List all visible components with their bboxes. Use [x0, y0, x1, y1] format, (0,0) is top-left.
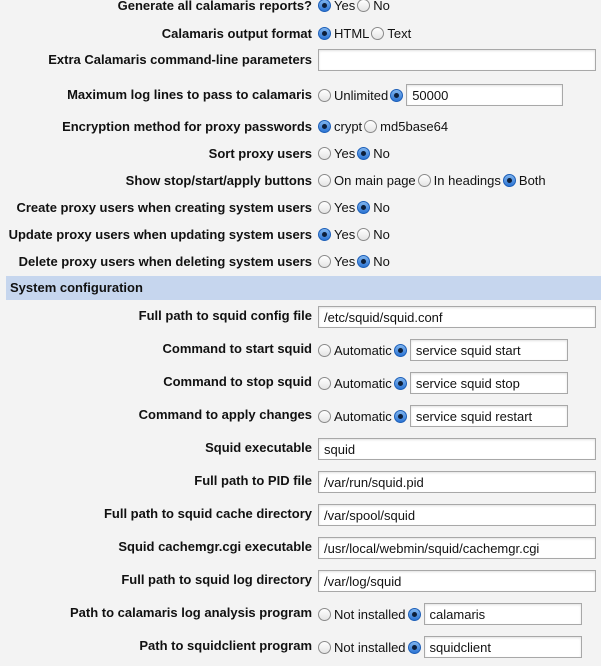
row-max-log-lines [0, 83, 601, 109]
apply-command-input[interactable] [410, 405, 568, 427]
radio-md5base64[interactable] [364, 120, 377, 133]
radio-custom[interactable] [394, 344, 407, 357]
row-cache-directory [0, 503, 601, 529]
field-label: Path to squidclient program [139, 638, 312, 653]
radio-text[interactable] [371, 27, 384, 40]
row-cachemgr-executable [0, 536, 601, 562]
radio-custom[interactable] [408, 608, 421, 621]
row-stop-command [0, 371, 601, 397]
radio-label-automatic: Automatic [334, 408, 392, 424]
radio-yes[interactable] [318, 255, 331, 268]
radio-label-yes: Yes [334, 200, 356, 215]
radio-label-yes: Yes [334, 146, 356, 161]
row-extra-params [0, 48, 601, 74]
field-label: Calamaris output format [161, 26, 312, 41]
radio-label-text: Text [387, 26, 412, 41]
field-label: Create proxy users when creating system users [16, 200, 312, 215]
radio-custom[interactable] [394, 410, 407, 423]
log-directory-input[interactable] [318, 570, 596, 592]
radio-yes[interactable] [318, 228, 331, 241]
row-squid-config-file [0, 305, 601, 331]
radio-no[interactable] [357, 201, 370, 214]
radio-custom[interactable] [394, 377, 407, 390]
cachemgr-executable-input[interactable] [318, 537, 596, 559]
field-label: Sort proxy users [208, 146, 312, 161]
radio-automatic[interactable] [318, 377, 331, 390]
radio-label-no: No [373, 0, 390, 13]
row-start-command [0, 338, 601, 364]
row-encryption [0, 117, 601, 137]
radio-label-both: Both [518, 173, 546, 188]
field-label: Delete proxy users when deleting system users [18, 254, 312, 269]
field-label: Extra Calamaris command-line parameters [48, 52, 312, 67]
radio-automatic[interactable] [318, 344, 331, 357]
radio-custom[interactable] [408, 641, 421, 654]
radio-no[interactable] [357, 228, 370, 241]
radio-no[interactable] [357, 255, 370, 268]
radio-label-no: No [373, 254, 390, 269]
field-label: Command to apply changes [138, 407, 312, 422]
field-label: Update proxy users when updating system users [8, 227, 312, 242]
radio-unlimited[interactable] [318, 89, 331, 102]
row-pid-file [0, 470, 601, 496]
radio-custom[interactable] [390, 89, 403, 102]
field-label: Full path to PID file [194, 473, 312, 488]
row-squid-executable [0, 437, 601, 463]
extra-params-input[interactable] [318, 49, 596, 71]
row-log-directory [0, 569, 601, 595]
row-calamaris-program [0, 602, 601, 628]
field-label: Encryption method for proxy passwords [62, 119, 312, 134]
radio-label-yes: Yes [334, 0, 356, 13]
radio-no[interactable] [357, 0, 370, 12]
radio-label-not-installed: Not installed [334, 639, 406, 655]
field-label: Command to stop squid [163, 374, 312, 389]
radio-label-crypt: crypt [334, 119, 363, 134]
radio-yes[interactable] [318, 0, 331, 12]
row-generate-reports [0, 0, 601, 16]
radio-no[interactable] [357, 147, 370, 160]
max-log-lines-input[interactable] [406, 84, 563, 106]
radio-label-automatic: Automatic [334, 375, 392, 391]
radio-yes[interactable] [318, 147, 331, 160]
field-label: Full path to squid config file [138, 308, 312, 323]
radio-label-no: No [373, 200, 390, 215]
radio-label-yes: Yes [334, 227, 356, 242]
cache-directory-input[interactable] [318, 504, 596, 526]
row-output-format [0, 24, 601, 44]
section-header-system-configuration: System configuration [6, 276, 601, 300]
radio-label-no: No [373, 146, 390, 161]
pid-file-input[interactable] [318, 471, 596, 493]
radio-not-installed[interactable] [318, 608, 331, 621]
radio-both[interactable] [503, 174, 516, 187]
squid-config-file-input[interactable] [318, 306, 596, 328]
squid-executable-input[interactable] [318, 438, 596, 460]
field-label: Full path to squid log directory [121, 572, 312, 587]
radio-label-automatic: Automatic [334, 342, 392, 358]
radio-label-on-main-page: On main page [334, 173, 416, 188]
radio-in-headings[interactable] [418, 174, 431, 187]
squidclient-program-input[interactable] [424, 636, 582, 658]
radio-label-no: No [373, 227, 390, 242]
radio-yes[interactable] [318, 201, 331, 214]
radio-label-md5base64: md5base64 [380, 119, 449, 134]
start-command-input[interactable] [410, 339, 568, 361]
field-label: Full path to squid cache directory [103, 506, 312, 521]
radio-label-in-headings: In headings [433, 173, 501, 188]
field-label: Generate all calamaris reports? [117, 0, 312, 13]
field-label: Path to calamaris log analysis program [69, 605, 312, 620]
row-delete-proxy-users [0, 252, 601, 272]
row-squidclient-program [0, 635, 601, 661]
row-create-proxy-users [0, 198, 601, 218]
radio-label-unlimited: Unlimited [334, 87, 389, 103]
field-label: Squid cachemgr.cgi executable [118, 539, 312, 554]
radio-on-main-page[interactable] [318, 174, 331, 187]
row-sort-proxy-users [0, 144, 601, 164]
radio-html[interactable] [318, 27, 331, 40]
field-label: Command to start squid [162, 341, 312, 356]
radio-label-yes: Yes [334, 254, 356, 269]
field-label: Squid executable [205, 440, 312, 455]
stop-command-input[interactable] [410, 372, 568, 394]
radio-crypt[interactable] [318, 120, 331, 133]
radio-label-not-installed: Not installed [334, 606, 406, 622]
radio-label-html: HTML [334, 26, 370, 41]
field-label: Maximum log lines to pass to calamaris [67, 87, 312, 102]
field-label: Show stop/start/apply buttons [125, 173, 312, 188]
radio-automatic[interactable] [318, 410, 331, 423]
row-apply-command [0, 404, 601, 430]
calamaris-program-input[interactable] [424, 603, 582, 625]
row-update-proxy-users [0, 225, 601, 245]
row-show-buttons [0, 171, 601, 191]
radio-not-installed[interactable] [318, 641, 331, 654]
